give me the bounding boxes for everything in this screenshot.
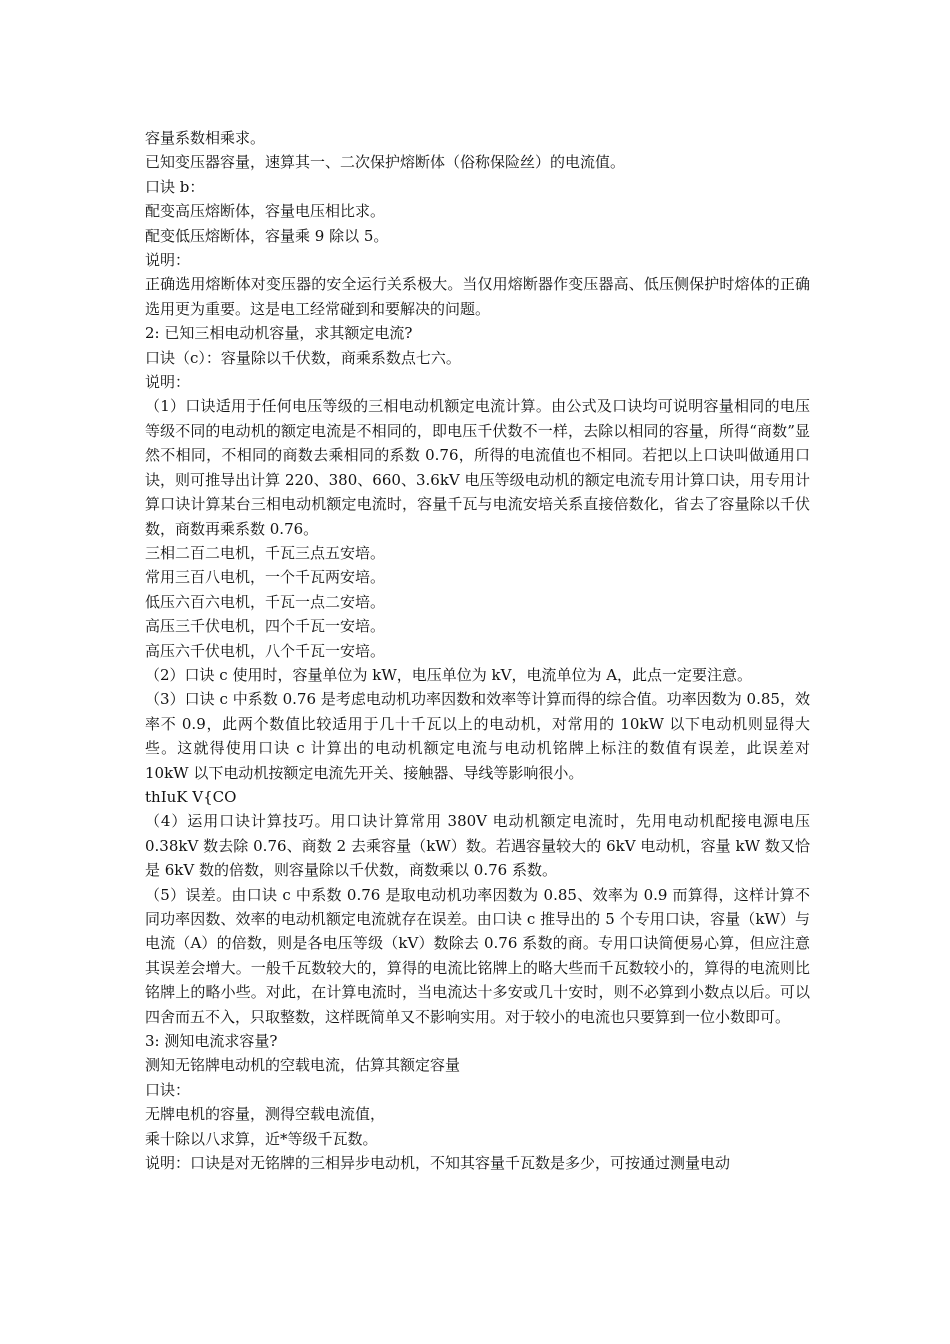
text-line: thIuK V{CO bbox=[145, 787, 237, 806]
text-line: 无牌电机的容量，测得空载电流值， bbox=[145, 1105, 386, 1124]
paragraph: 正确选用熔断体对变压器的安全运行关系极大。当仅用熔断器作变压器高、低压侧保护时熔体的正确选用更为重要。这是电工经常碰到和要解决的问题。 bbox=[145, 275, 810, 318]
text-line: 说明：口诀是对无铭牌的三相异步电动机，不知其容量千瓦数是多少，可按通过测量电动 bbox=[145, 1154, 731, 1173]
paragraph: （3）口诀 c 中系数 0.76 是考虑电动机功率因数和效率等计算而得的综合值。功率因数为 0.85，效率不 0.9，此两个数值比较适用于几十千瓦以上的电动机，对常用的 10kW 以下电动机则显得大些。这就得使用口诀 c 计算出的电动机额定电流与电动机铭牌上标注的数值有误差，此误差对 10kW 以下电动机按额定电流先开关、接触器、导线等影响很小。 bbox=[145, 690, 810, 782]
text-line: 低压六百六电机，千瓦一点二安培。 bbox=[145, 592, 386, 611]
text-line: 配变高压熔断体，容量电压相比求。 bbox=[145, 202, 386, 221]
text-line: 已知变压器容量，速算其一、二次保护熔断体（俗称保险丝）的电流值。 bbox=[145, 153, 626, 172]
text-line: 测知无铭牌电动机的空载电流，估算其额定容量 bbox=[145, 1056, 461, 1075]
text-line: 说明： bbox=[145, 373, 191, 392]
text-line: 容量系数相乘求。 bbox=[145, 129, 266, 147]
text-line: 口诀 b： bbox=[145, 177, 205, 196]
text-line: 高压六千伏电机，八个千瓦一安培。 bbox=[145, 641, 386, 660]
section-heading: 2: 已知三相电动机容量，求其额定电流? bbox=[145, 324, 413, 343]
text-line: 口诀（c）：容量除以千伏数，商乘系数点七六。 bbox=[145, 348, 461, 367]
section-heading: 3: 测知电流求容量? bbox=[145, 1032, 278, 1051]
text-line: 说明： bbox=[145, 251, 191, 270]
text-line: 高压三千伏电机，四个千瓦一安培。 bbox=[145, 617, 386, 636]
text-line: 三相二百二电机，千瓦三点五安培。 bbox=[145, 543, 386, 562]
text-line: 常用三百八电机，一个千瓦两安培。 bbox=[145, 568, 386, 587]
text-line: 乘十除以八求算，近*等级千瓦数。 bbox=[145, 1129, 378, 1148]
text-line: 口诀： bbox=[145, 1080, 191, 1099]
text-line: 配变低压熔断体，容量乘 9 除以 5。 bbox=[145, 226, 389, 245]
paragraph: （2）口诀 c 使用时，容量单位为 kW，电压单位为 kV，电流单位为 A，此点一定要注意。 bbox=[145, 665, 753, 684]
paragraph: （4）运用口诀计算技巧。用口诀计算常用 380V 电动机额定电流时，先用电动机配接电源电压 0.38kV 数去除 0.76、商数 2 去乘容量（kW）数。若遇容量较大的 6kV 电动机，容量 kW 数又恰是 6kV 数的倍数，则容量除以千伏数，商数乘以 0.76 系数。 bbox=[145, 812, 810, 880]
paragraph: （5）误差。由口诀 c 中系数 0.76 是取电动机功率因数为 0.85、效率为 0.9 而算得，这样计算不同功率因数、效率的电动机额定电流就存在误差。由口诀 c 推导出的 5 个专用口诀，容量（kW）与电流（A）的倍数，则是各电压等级（kV）数除去 0.76 系数的商。专用口诀简便易心算，但应注意其误差会增大。一般千瓦数较大的，算得的电流比铭牌上的略大些而千瓦数较小的，算得的电流则比铭牌上的略小些。对此，在计算电流时，当电流达十多安或几十安时，则不必算到小数点以后。可以四舍而五不入，只取整数，这样既简单又不影响实用。对于较小的电流也只要算到一位小数即可。 bbox=[145, 885, 810, 1026]
document-body bbox=[145, 126, 810, 1175]
paragraph: （1）口诀适用于任何电压等级的三相电动机额定电流计算。由公式及口诀均可说明容量相同的电压等级不同的电动机的额定电流是不相同的，即电压千伏数不一样，去除以相同的容量，所得“商数”显然不相同，不相同的商数去乘相同的系数 0.76，所得的电流值也不相同。若把以上口诀叫做通用口诀，则可推导出计算 220、380、660、3.6kV 电压等级电动机的额定电流专用计算口诀，用专用计算口诀计算某台三相电动机额定电流时，容量千瓦与电流安培关系直接倍数化，省去了容量除以千伏数，商数再乘系数 0.76。 bbox=[145, 397, 810, 538]
